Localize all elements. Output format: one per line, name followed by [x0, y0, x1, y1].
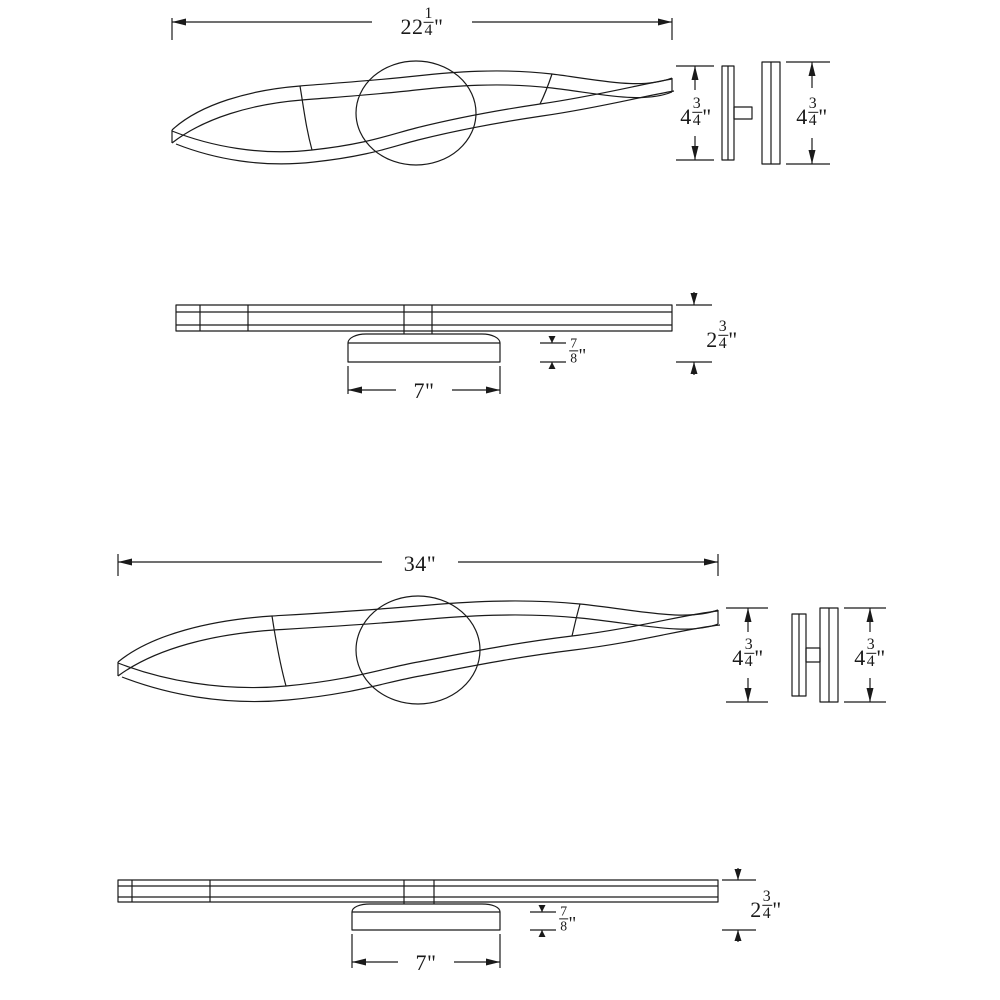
dim-line-thickness-bottom-34 — [530, 905, 556, 937]
top-view-sconce-22 — [176, 305, 672, 362]
dimension-label-depth-22: 2 $\frac{3}{4}$ " — [706, 317, 738, 353]
dimension-label-height-right-22: 4 $\frac{3}{4}$ " — [796, 94, 828, 130]
side-view-sconce-22 — [722, 62, 780, 164]
dimension-label-width-22: 22 $\frac{1}{4}$ " — [400, 4, 444, 40]
front-view-sconce-22 — [172, 61, 674, 165]
dimension-label-plate-34: 7" — [415, 950, 437, 975]
dimension-label-height-left-34: 4 $\frac{3}{4}$ " — [732, 635, 764, 671]
dim-line-thickness-top-22 — [540, 336, 566, 369]
dimension-label-thickness-34: $\frac{7}{8}$ " — [560, 903, 577, 935]
front-view-sconce-34 — [118, 596, 720, 704]
dimension-label-depth-34: 2 $\frac{3}{4}$ " — [750, 887, 782, 923]
dimension-label-height-right-34: 4 $\frac{3}{4}$ " — [854, 635, 886, 671]
top-view-sconce-34 — [118, 880, 718, 930]
dimension-label-width-34: 34" — [403, 551, 437, 576]
dimension-label-thickness-22: $\frac{7}{8}$ " — [570, 335, 587, 367]
side-view-sconce-34 — [792, 608, 838, 702]
dimension-label-plate-22: 7" — [413, 378, 435, 403]
dimension-label-height-left-22: 4 $\frac{3}{4}$ " — [680, 94, 712, 130]
